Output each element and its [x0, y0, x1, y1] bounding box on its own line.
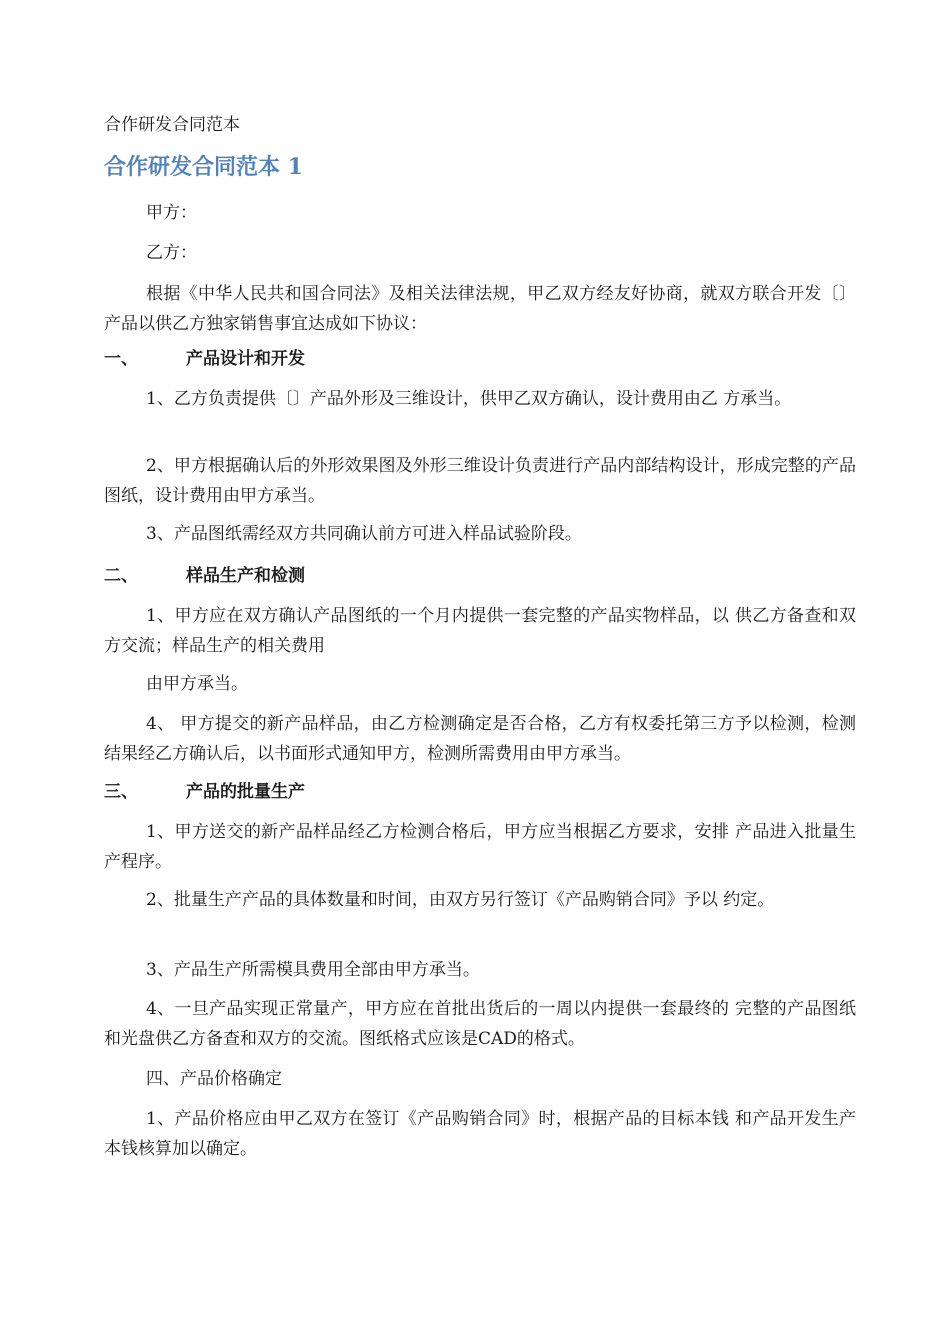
section-title: 产品的批量生产: [186, 782, 305, 802]
section-number: 三、: [104, 782, 138, 802]
document-top-title: 合作研发合同范本: [104, 115, 240, 135]
section-3-para-3: 3、产品生产所需模具费用全部由甲方承当。: [146, 960, 480, 980]
section-heading-1: [104, 345, 856, 373]
section-1-para-2: 2、甲方根据确认后的外形效果图及外形三维设计负责进行产品内部结构设计，形成完整的产品图纸，设计费用由甲方承当。: [104, 456, 856, 506]
section-4-para-1: 1、产品价格应由甲乙双方在签订《产品购销合同》时，根据产品的目标本钱 和产品开发生产本钱核算加以确定。: [104, 1109, 856, 1159]
party-b-line: 乙方：: [146, 243, 197, 263]
section-2-para-3: 4、 甲方提交的新产品样品，由乙方检测确定是否合格，乙方有权委托第三方予以检测，检测结果经乙方确认后，以书面形式通知甲方，检测所需费用由甲方承当。: [104, 714, 856, 764]
section-2-para-2: 由甲方承当。: [146, 674, 248, 694]
section-title: 产品设计和开发: [186, 349, 305, 369]
section-heading-2: [104, 562, 856, 590]
intro-paragraph: 根据《中华人民共和国合同法》及相关法律法规，甲乙双方经友好协商，就双方联合开发〔〕产品以供乙方独家销售事宜达成如下协议：: [104, 284, 856, 334]
section-number: 二、: [104, 566, 138, 586]
section-1-para-3: 3、产品图纸需经双方共同确认前方可进入样品试验阶段。: [146, 524, 582, 544]
party-a-line: 甲方：: [146, 203, 197, 223]
section-number: 一、: [104, 349, 138, 369]
section-title: 样品生产和检测: [186, 566, 305, 586]
section-heading-4: 四、产品价格确定: [146, 1069, 282, 1089]
section-2-para-1: 1、甲方应在双方确认产品图纸的一个月内提供一套完整的产品实物样品，以 供乙方备查和双方交流；样品生产的相关费用: [104, 606, 856, 656]
section-3-para-2: 2、批量生产产品的具体数量和时间，由双方另行签订《产品购销合同》予以 约定。: [146, 890, 775, 910]
section-3-para-4: 4、一旦产品实现正常量产，甲方应在首批出货后的一周以内提供一套最终的 完整的产品图纸和光盘供乙方备查和双方的交流。图纸格式应该是CAD的格式。: [104, 999, 856, 1049]
section-heading-3: [104, 778, 856, 806]
document-main-title: 合作研发合同范本 1: [104, 154, 303, 180]
section-3-para-1: 1、甲方送交的新产品样品经乙方检测合格后，甲方应当根据乙方要求，安排 产品进入批量生产程序。: [104, 822, 856, 872]
section-1-para-1: 1、乙方负责提供〔〕产品外形及三维设计，供甲乙双方确认，设计费用由乙 方承当。: [146, 389, 792, 409]
